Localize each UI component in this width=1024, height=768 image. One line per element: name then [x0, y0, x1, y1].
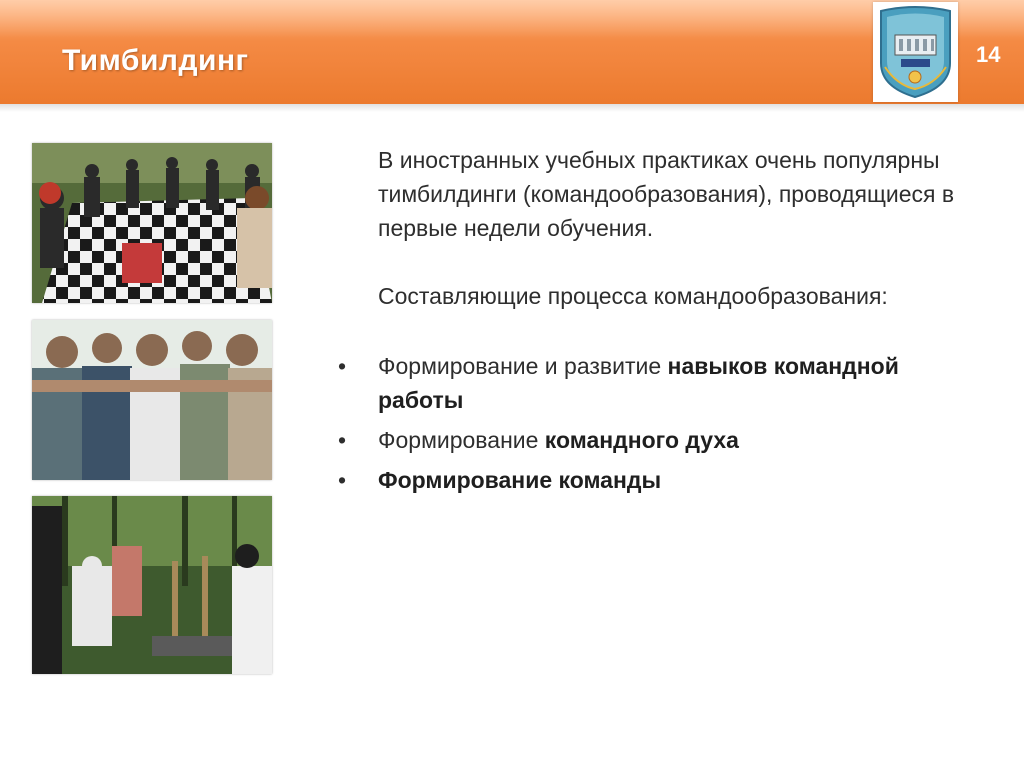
bullet-bold-text: Формирование команды — [378, 467, 662, 493]
components-heading: Составляющие процесса командообразования: — [378, 283, 888, 309]
photo-chessboard-teambuilding — [32, 143, 272, 303]
list-item — [336, 463, 956, 497]
header-shine — [0, 0, 1024, 38]
bullet-list — [336, 349, 956, 497]
slide-body — [336, 143, 956, 503]
list-item — [336, 349, 956, 417]
slide-number: 14 — [976, 42, 1001, 67]
intro-paragraph: В иностранных учебных практиках очень популярны тимбилдинги (командообразования), проводящиеся в первые недели обучения. — [378, 147, 955, 241]
photo-group-embrace — [32, 320, 272, 480]
bullet-bold-text: навыков командной работы — [378, 353, 899, 413]
bullet-icon: • — [338, 427, 347, 453]
bullet-text: Формирование — [378, 427, 545, 453]
photo-outdoor-activity — [32, 496, 272, 674]
bullet-text: Формирование и развитие — [378, 353, 668, 379]
slide-title: Тимбилдинг — [62, 44, 249, 77]
bullet-bold-text: командного духа — [544, 427, 739, 453]
university-crest-icon — [877, 5, 954, 99]
header-divider — [0, 104, 1024, 112]
university-logo — [873, 2, 958, 102]
bullet-icon: • — [338, 353, 347, 379]
list-item — [336, 423, 956, 457]
bullet-icon: • — [338, 467, 347, 493]
